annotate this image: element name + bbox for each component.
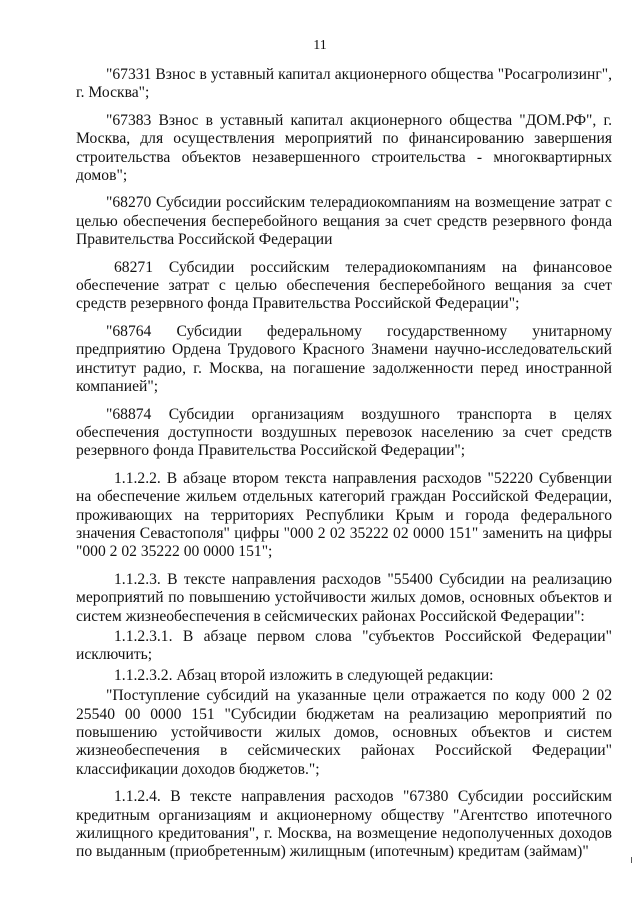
document-body <box>76 66 612 871</box>
paragraph-67383: "67383 Взнос в уставный капитал акционерного общества "ДОМ.РФ", г. Москва, для осуществления мероприятий по финансированию завершения строительства объектов незавершенного строительства - многоквартирных домов"; <box>76 111 612 185</box>
scan-edge-mark <box>631 857 632 863</box>
paragraph-68764: "68764 Субсидии федеральному государственному унитарному предприятию Ордена Трудового Красного Знамени научно-исследовательский институт радио, г. Москва, на погашение задолженности перед иностранной компанией"; <box>76 322 612 396</box>
paragraph-1-1-2-3-2: 1.1.2.3.2. Абзац второй изложить в следующей редакции: <box>114 666 494 684</box>
paragraph-68270: "68270 Субсидии российским телерадиокомпаниям на возмещение затрат с целью обеспечения бесперебойного вещания за счет средств резервного фонда Правительства Российской Федерации <box>76 194 612 249</box>
paragraph-1-1-2-3-1: 1.1.2.3.1. В абзаце первом слова "субъектов Российской Федерации" исключить; <box>76 627 612 664</box>
paragraph-67331: "67331 Взнос в уставный капитал акционерного общества "Росагролизинг", г. Москва"; <box>76 66 612 102</box>
page-number: 11 <box>313 38 327 53</box>
paragraph-68874: "68874 Субсидии организациям воздушного транспорта в целях обеспечения доступности воздушных перевозок населению за счет средств резервного фонда Правительства Российской Федерации"; <box>76 405 612 460</box>
paragraph-68271: 68271 Субсидии российским телерадиокомпаниям на финансовое обеспечение затрат с целью обеспечения бесперебойного вещания за счет средств резервного фонда Правительства Российской Федерации"; <box>76 258 612 313</box>
paragraph-new-wording: "Поступление субсидий на указанные цели отражается по коду 000 2 02 25540 00 0000 151 "Субсидии бюджетам на реализацию мероприятий по повышению устойчивости жилых домов, основных объектов и систем жизнеобеспечения в сейсмических районах Российской Федерации" классификации доходов бюджетов."; <box>76 687 612 778</box>
paragraph-1-1-2-4: 1.1.2.4. В тексте направления расходов "67380 Субсидии российским кредитным организациям и акционерному обществу "Агентство ипотечного жилищного кредитования", г. Москва, на возмещение недополученных доходов по выданным (приобретенным) жилищным (ипотечным) кредитам (займам)" <box>76 788 612 861</box>
paragraph-1-1-2-2: 1.1.2.2. В абзаце втором текста направления расходов "52220 Субвенции на обеспечение жильем отдельных категорий граждан Российской Федерации, проживающих на территориях Республики Крым и города федерального значения Севастополя" цифры "000 2 02 35222 02 0000 151" заменить на цифры "000 2 02 35222 00 0000 151"; <box>76 469 612 561</box>
paragraph-1-1-2-3: 1.1.2.3. В тексте направления расходов "55400 Субсидии на реализацию мероприятий по повышению устойчивости жилых домов, основных объектов и систем жизнеобеспечения в сейсмических районах Российской Федерации": <box>76 570 612 625</box>
